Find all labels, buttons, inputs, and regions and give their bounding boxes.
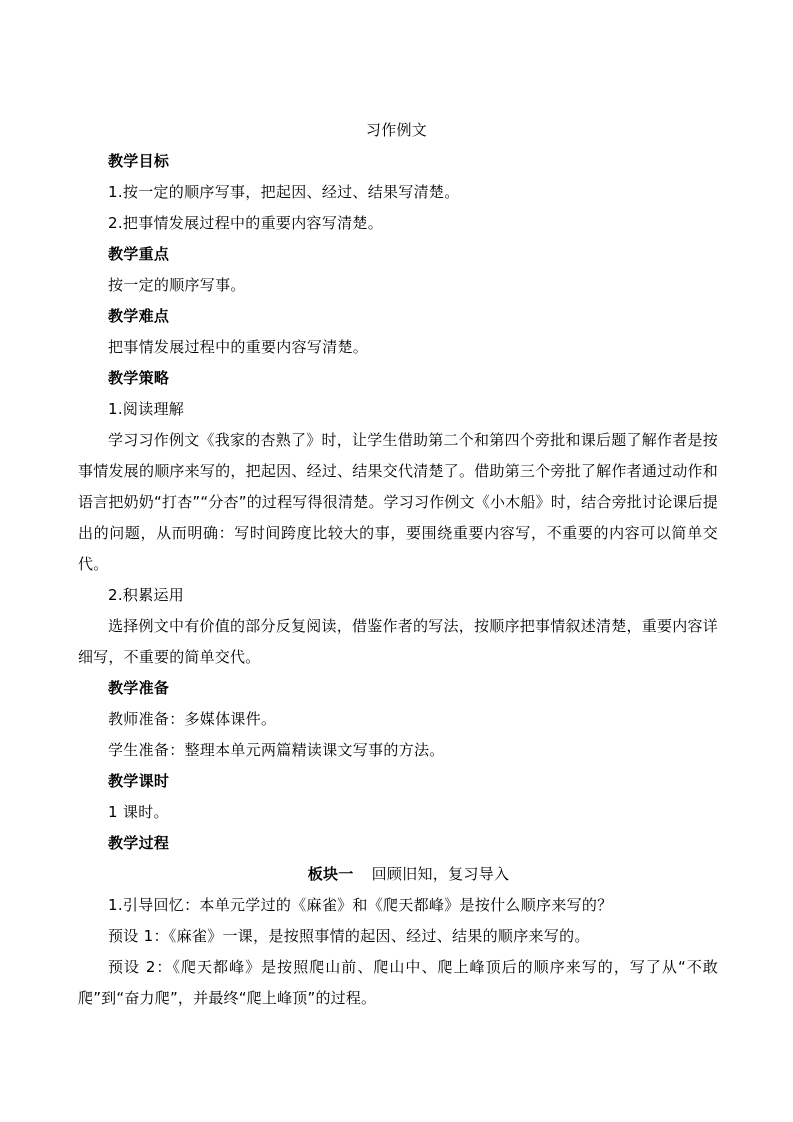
difficulty-heading: 教学难点 [108, 307, 170, 325]
difficulty-text: 把事情发展过程中的重要内容写清楚。 [108, 338, 369, 356]
document-title: 习作例文 [365, 121, 428, 139]
key-text: 按一定的顺序写事。 [108, 276, 246, 294]
strategy-1-paragraph: 学习习作例文《我家的杏熟了》时，让学生借助第二个和第四个旁批和课后题了解作者是按事情发展的顺序来写的，把起因、经过、结果交代清楚了。借助第三个旁批了解作者通过动作和语言把奶奶“打杏”“分杏”的过程写得很清楚。学习习作例文《小木船》时，结合旁批讨论课后提出的问题，从而明确：写时间跨度比较大的事，要围绕重要内容写，不重要的内容可以简单交代。 [78, 431, 718, 573]
preset-2: 预设 2：《爬天都峰》是按照爬山前、爬山中、爬上峰顶后的顺序来写的，写了从“不敢爬”到“奋力爬”，并最终“爬上峰顶”的过程。 [78, 958, 718, 1007]
goal-item-2: 2.把事情发展过程中的重要内容写清楚。 [108, 214, 384, 232]
block-title: 回顾旧知，复习导入 [371, 865, 510, 883]
preset-1: 预设 1：《麻雀》一课，是按照事情的起因、经过、结果的顺序来写的。 [108, 927, 590, 945]
strategy-2-title: 2.积累运用 [108, 586, 185, 604]
strategy-1-title: 1.阅读理解 [108, 400, 185, 418]
strategy-heading: 教学策略 [108, 369, 170, 387]
prep-heading: 教学准备 [108, 679, 170, 697]
prep-student: 学生准备：整理本单元两篇精读课文写事的方法。 [108, 741, 445, 759]
goal-item-1: 1.按一定的顺序写事，把起因、经过、结果写清楚。 [108, 183, 460, 201]
process-item-1: 1.引导回忆：本单元学过的《麻雀》和《爬天都峰》是按什么顺序来写的？ [108, 896, 613, 914]
hours-heading: 教学课时 [108, 772, 170, 790]
hours-text: 1 课时。 [108, 803, 169, 821]
goal-heading: 教学目标 [108, 152, 170, 170]
process-heading: 教学过程 [108, 834, 170, 852]
block-heading [0, 859, 793, 890]
block-label: 板块一 [307, 865, 354, 883]
key-heading: 教学重点 [108, 245, 170, 263]
strategy-2-paragraph: 选择例文中有价值的部分反复阅读，借鉴作者的写法，按顺序把事情叙述清楚，重要内容详细写，不重要的简单交代。 [78, 617, 718, 666]
prep-teacher: 教师准备：多媒体课件。 [108, 710, 277, 728]
